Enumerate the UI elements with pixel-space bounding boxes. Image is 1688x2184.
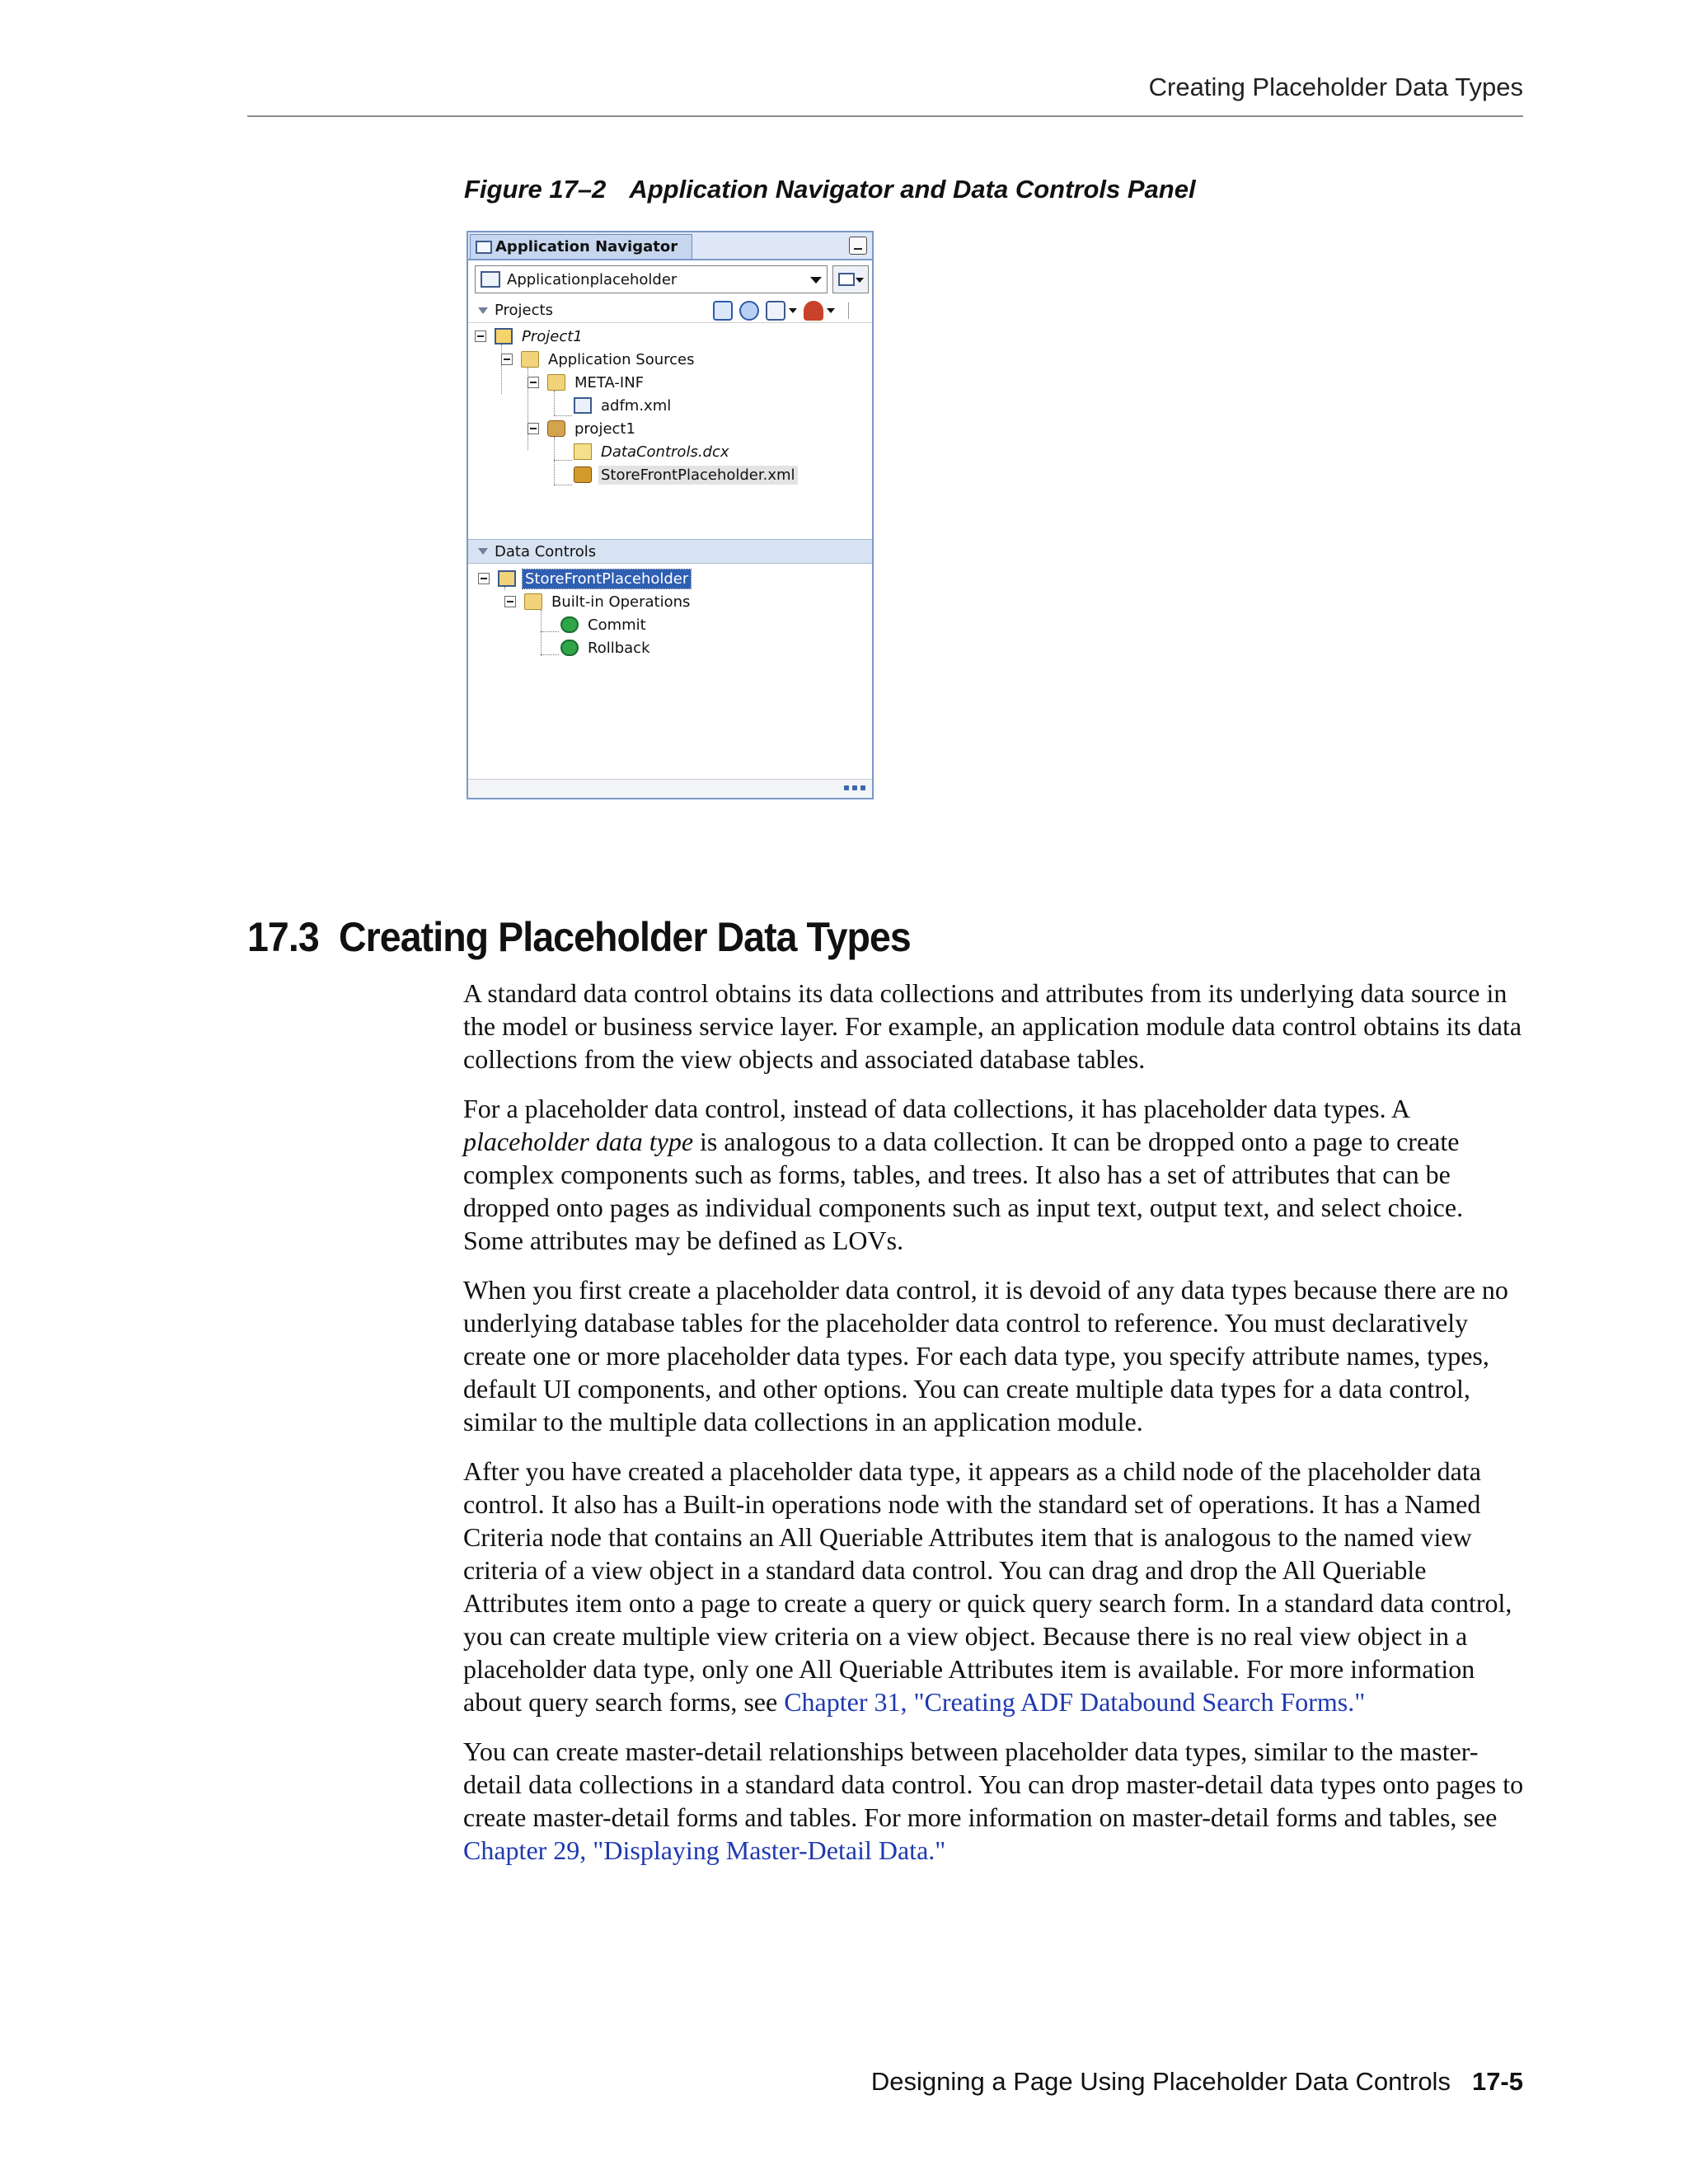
application-navigator-tab[interactable] xyxy=(470,234,692,259)
operation-gear-icon xyxy=(560,640,579,656)
application-navigator-panel xyxy=(467,231,874,799)
find-icon[interactable] xyxy=(713,301,733,321)
resize-grip-icon[interactable] xyxy=(844,785,865,790)
projects-toolbar xyxy=(713,301,849,321)
application-name: Applicationplaceholder xyxy=(507,270,678,288)
collapse-toggle-icon[interactable] xyxy=(528,377,539,388)
chapter-29-link[interactable]: Chapter 29, "Displaying Master-Detail Data." xyxy=(463,1835,946,1865)
page-footer xyxy=(871,2067,1523,2097)
xml-file-icon xyxy=(574,397,592,414)
project-icon xyxy=(495,328,513,344)
figure-caption xyxy=(464,175,1196,204)
paragraph xyxy=(463,1735,1526,1867)
filter-icon[interactable] xyxy=(766,301,785,321)
paragraph-text: You can create master-detail relationships between placeholder data types, similar to the master-detail data collections in a standard data control. You can drop master-detail data types onto pages to create master-detail forms and tables. For more information on master-detail forms and tables, see xyxy=(463,1736,1524,1832)
working-set-icon[interactable] xyxy=(804,301,823,321)
chevron-down-icon xyxy=(810,277,822,284)
tree-node-label: StoreFrontPlaceholder.xml xyxy=(598,466,798,485)
paragraph xyxy=(463,1092,1526,1257)
collapse-toggle-icon[interactable] xyxy=(528,423,539,434)
panel-tabbar xyxy=(468,232,872,260)
chevron-down-icon xyxy=(856,278,864,283)
header-rule xyxy=(247,115,1523,117)
projects-label: Projects xyxy=(495,302,553,319)
collapse-toggle-icon[interactable] xyxy=(501,354,513,365)
projects-tree xyxy=(468,325,872,531)
tree-node-label: adfm.xml xyxy=(601,396,672,415)
collapse-triangle-icon xyxy=(478,307,488,314)
page-number: 17-5 xyxy=(1471,2067,1523,2096)
tree-node-label: DataControls.dcx xyxy=(601,443,729,461)
tree-node-rollback[interactable] xyxy=(560,636,653,659)
tree-node-storefrontplaceholder[interactable] xyxy=(478,567,691,590)
tree-node-meta-inf[interactable] xyxy=(528,371,646,394)
paragraph-text: After you have created a placeholder data type, it appears as a child node of the placeholder data control. It also has a Built-in operations node with the standard set of operations. It has a Named Criteria node that contains an All Queriable Attributes item that is analogous to the named view criteria of a view object in a standard data control. You can drag and drop the All Queriable Attributes item onto a page to create a query or quick query search form. In a standard data control, you can create multiple view criteria on a view object. Because there is no real view object in a placeholder data type, only one All Queriable Attributes item is available. For more information about query search forms, see xyxy=(463,1456,1512,1717)
tree-node-datacontrols-dcx[interactable] xyxy=(574,440,732,463)
application-menu-icon xyxy=(838,273,855,286)
figure-title: Application Navigator and Data Controls Panel xyxy=(629,175,1196,204)
tree-node-label: project1 xyxy=(574,419,635,438)
tree-node-built-in-operations[interactable] xyxy=(504,590,692,613)
tree-node-label: Rollback xyxy=(588,639,650,657)
placeholder-xml-icon xyxy=(574,466,592,483)
data-controls-tree xyxy=(468,567,872,765)
chapter-31-link[interactable]: Chapter 31, "Creating ADF Databound Search Forms." xyxy=(784,1687,1366,1717)
paragraph xyxy=(463,1455,1526,1718)
tab-label: Application Navigator xyxy=(495,238,678,255)
folder-icon xyxy=(521,351,539,368)
working-set-caret-icon[interactable] xyxy=(827,308,835,313)
collapse-toggle-icon[interactable] xyxy=(504,596,516,607)
footer-book-title: Designing a Page Using Placeholder Data Controls xyxy=(870,2067,1451,2096)
tree-node-adfm-xml[interactable] xyxy=(574,394,673,417)
running-header: Creating Placeholder Data Types xyxy=(1148,73,1523,101)
application-menu-button[interactable] xyxy=(832,265,869,293)
minimize-icon[interactable] xyxy=(849,237,867,255)
navigator-icon xyxy=(476,241,492,254)
data-controls-header[interactable] xyxy=(468,539,872,564)
application-dropdown[interactable] xyxy=(475,265,828,293)
filter-caret-icon[interactable] xyxy=(789,308,797,313)
tree-node-label: StoreFrontPlaceholder xyxy=(523,569,691,588)
paragraph-text: is analogous to a data collection. It can be dropped onto a page to create complex components such as forms, tables, and trees. It also has a set of attributes that can be dropped onto pages as individual components such as input text, output text, and select choice. Some attributes may be defined as LOVs. xyxy=(463,1127,1464,1255)
tree-node-label: Application Sources xyxy=(548,350,695,368)
tree-node-label: META-INF xyxy=(574,373,645,391)
section-body xyxy=(463,977,1526,1883)
sync-icon[interactable] xyxy=(739,301,759,321)
term-emphasis: placeholder data type xyxy=(463,1127,694,1156)
data-controls-label: Data Controls xyxy=(495,542,597,560)
package-icon xyxy=(547,420,565,437)
tree-node-label: Commit xyxy=(588,616,646,634)
figure-number: Figure 17–2 xyxy=(464,175,607,204)
paragraph: When you first create a placeholder data control, it is devoid of any data types because there are no underlying database tables for the placeholder data control to reference. You must declaratively create one or more placeholder data types. For each data type, you specify attribute names, types, default UI components, and other options. You can create multiple data types for a data control, similar to the multiple data collections in an application module. xyxy=(463,1275,1508,1436)
paragraph-text: For a placeholder data control, instead of data collections, it has placeholder data types. A xyxy=(463,1094,1409,1123)
dcx-file-icon xyxy=(574,443,592,460)
projects-header[interactable] xyxy=(468,298,872,323)
tree-node-commit[interactable] xyxy=(560,613,649,636)
tree-node-label: Built-in Operations xyxy=(551,593,691,611)
paragraph: A standard data control obtains its data collections and attributes from its underlying data source in the model or business service layer. For example, an application module data control obtains its data collections from the view objects and associated database tables. xyxy=(463,978,1522,1074)
collapse-toggle-icon[interactable] xyxy=(475,330,486,342)
section-number: 17.3 xyxy=(247,914,319,960)
section-title: Creating Placeholder Data Types xyxy=(338,914,911,960)
collapse-toggle-icon[interactable] xyxy=(478,573,490,584)
tree-node-project1[interactable] xyxy=(475,325,585,348)
tree-node-project1-package[interactable] xyxy=(528,417,638,440)
folder-icon xyxy=(547,374,565,391)
collapse-triangle-icon xyxy=(478,548,488,555)
tree-node-storefrontplaceholder-xml[interactable] xyxy=(574,463,798,486)
toolbar-separator xyxy=(848,302,849,319)
tree-node-application-sources[interactable] xyxy=(501,348,697,371)
operation-gear-icon xyxy=(560,616,579,633)
data-control-icon xyxy=(498,570,516,587)
section-heading xyxy=(247,913,911,961)
application-icon xyxy=(481,271,500,288)
folder-icon xyxy=(524,593,542,610)
panel-status-bar xyxy=(468,779,872,798)
tree-node-label: Project1 xyxy=(522,327,583,345)
